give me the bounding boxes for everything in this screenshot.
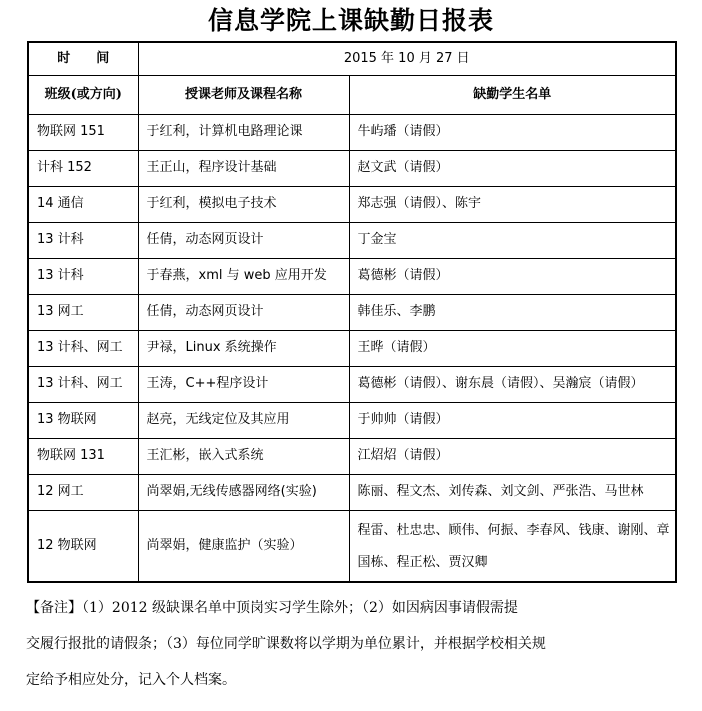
table-row [28,222,676,258]
absence-table [27,41,677,583]
table-row [28,294,676,330]
table-row [28,258,676,294]
table-row [28,510,676,582]
cell-absent: 于帅帅（请假） [349,402,676,438]
cell-teacher-course: 于红利，计算机电路理论课 [138,114,349,150]
cell-teacher-course: 王汇彬，嵌入式系统 [138,438,349,474]
cell-class: 14 通信 [28,186,138,222]
cell-teacher-course: 尚翠娟,无线传感器网络(实验) [138,474,349,510]
time-label: 时 间 [28,42,138,75]
note-line-1: 【备注】（1）2012 级缺课名单中顶岗实习学生除外；（2）如因病因事请假需提 [26,600,518,616]
report-title: 信息学院上课缺勤日报表 [207,6,494,35]
table-row [28,402,676,438]
cell-class: 物联网 131 [28,438,138,474]
cell-class: 计科 152 [28,150,138,186]
table-row [28,366,676,402]
date-row [28,42,676,75]
cell-absent: 丁金宝 [349,222,676,258]
cell-absent: 陈丽、程文杰、刘传森、刘文剑、严张浩、马世林 [349,474,676,510]
header-class: 班级(或方向) [28,75,138,114]
table-row [28,114,676,150]
cell-absent: 赵文武（请假） [349,150,676,186]
table-row [28,438,676,474]
cell-teacher-course: 任倩，动态网页设计 [138,222,349,258]
cell-teacher-course: 尚翠娟，健康监护（实验） [138,510,349,582]
cell-class: 13 物联网 [28,402,138,438]
table-row [28,330,676,366]
header-absent: 缺勤学生名单 [349,75,676,114]
table-row [28,474,676,510]
cell-absent: 韩佳乐、李鹏 [349,294,676,330]
table-row [28,186,676,222]
cell-absent: 王晔（请假） [349,330,676,366]
cell-teacher-course: 尹禄，Linux 系统操作 [138,330,349,366]
note-line-3: 定给予相应处分，记入个人档案。 [26,672,236,688]
cell-absent: 牛屿璠（请假） [349,114,676,150]
header-row [28,75,676,114]
cell-class: 13 计科、网工 [28,330,138,366]
cell-teacher-course: 于红利，模拟电子技术 [138,186,349,222]
table-row [28,150,676,186]
cell-class: 12 物联网 [28,510,138,582]
note-line-2: 交履行报批的请假条；（3）每位同学旷课数将以学期为单位累计，并根据学校相关规 [26,636,546,652]
cell-class: 12 网工 [28,474,138,510]
cell-absent: 程雷、杜忠忠、顾伟、何振、李春风、钱康、谢刚、章国栋、程正松、贾汉卿 [349,510,676,582]
cell-teacher-course: 任倩，动态网页设计 [138,294,349,330]
cell-teacher-course: 王涛，C++程序设计 [138,366,349,402]
cell-absent: 葛德彬（请假）、谢东晨（请假）、吴瀚宸（请假） [349,366,676,402]
cell-class: 13 计科 [28,258,138,294]
cell-absent: 江炤炤（请假） [349,438,676,474]
cell-class: 物联网 151 [28,114,138,150]
header-teacher-course: 授课老师及课程名称 [138,75,349,114]
report-date: 2015 年 10 月 27 日 [138,42,676,75]
cell-class: 13 网工 [28,294,138,330]
cell-teacher-course: 王正山，程序设计基础 [138,150,349,186]
cell-teacher-course: 于春燕，xml 与 web 应用开发 [138,258,349,294]
cell-absent: 郑志强（请假）、陈宇 [349,186,676,222]
cell-teacher-course: 赵亮，无线定位及其应用 [138,402,349,438]
cell-class: 13 计科、网工 [28,366,138,402]
cell-class: 13 计科 [28,222,138,258]
cell-absent: 葛德彬（请假） [349,258,676,294]
